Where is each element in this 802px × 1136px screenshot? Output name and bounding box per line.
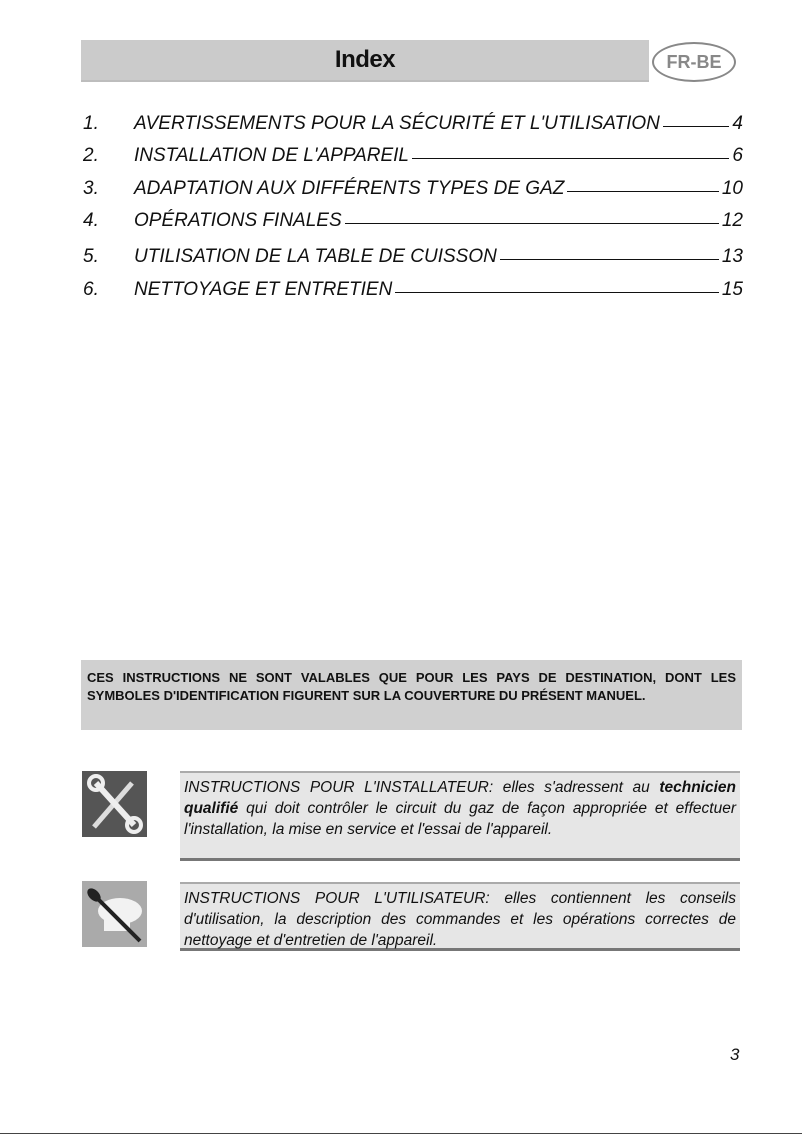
toc-page: 12 — [721, 210, 743, 231]
toc-entry[interactable] — [83, 210, 743, 232]
toc-leader — [567, 191, 718, 192]
toc-leader — [345, 223, 719, 224]
index-header — [81, 40, 649, 82]
toc-number: 6. — [83, 279, 99, 300]
tools-icon — [82, 771, 147, 837]
toc-number: 5. — [83, 246, 99, 267]
toc-title: OPÉRATIONS FINALES — [134, 210, 342, 231]
toc-title: ADAPTATION AUX DIFFÉRENTS TYPES DE GAZ — [134, 178, 565, 199]
toc-number: 3. — [83, 178, 99, 199]
user-instructions: INSTRUCTIONS POUR L'UTILISATEUR: elles contiennent les conseils d'utilisation, la description des commandes et les opérations correctes de nettoyage et d'entretien de l'appareil. — [180, 882, 740, 951]
bottom-divider — [0, 1133, 802, 1134]
toc-page: 10 — [721, 178, 743, 199]
page-title: Index — [334, 46, 396, 73]
country-badge: FR-BE — [652, 42, 736, 82]
spoon-chef-hat-icon — [82, 881, 147, 947]
toc-page: 15 — [721, 279, 743, 300]
toc-page: 4 — [732, 113, 743, 134]
installer-instructions — [180, 771, 740, 861]
toc-leader — [663, 126, 730, 127]
toc-page: 6 — [732, 145, 743, 166]
toc-number: 4. — [83, 210, 99, 231]
toc-entry[interactable] — [83, 145, 743, 167]
page-number: 3 — [730, 1045, 740, 1064]
toc-entry[interactable] — [83, 246, 743, 268]
installer-bold: technicien qualifié — [184, 779, 736, 817]
toc-page: 13 — [721, 246, 743, 267]
installer-rest: qui doit contrôler le circuit du gaz de façon appropriée et effectuer l'installation, la mise en service et l'essai de l'appareil. — [184, 800, 736, 838]
toc-entry[interactable] — [83, 178, 743, 200]
toc-entry[interactable] — [83, 279, 743, 301]
toc-title: UTILISATION DE LA TABLE DE CUISSON — [134, 246, 497, 267]
toc-number: 2. — [83, 145, 99, 166]
notice-box: CES INSTRUCTIONS NE SONT VALABLES QUE POUR LES PAYS DE DESTINATION, DONT LES SYMBOLES D'IDENTIFICATION FIGURENT SUR LA COUVERTURE DU PRÉSENT MANUEL. — [81, 660, 742, 730]
toc-title: NETTOYAGE ET ENTRETIEN — [134, 279, 393, 300]
toc-title: AVERTISSEMENTS POUR LA SÉCURITÉ ET L'UTILISATION — [134, 113, 660, 134]
toc-leader — [500, 259, 719, 260]
toc-leader — [412, 158, 729, 159]
toc-number: 1. — [83, 113, 99, 134]
toc-title: INSTALLATION DE L'APPAREIL — [134, 145, 409, 166]
installer-lead: INSTRUCTIONS POUR L'INSTALLATEUR: elles s'adressent au — [184, 779, 660, 796]
toc-entry[interactable] — [83, 113, 743, 135]
toc-leader — [395, 292, 719, 293]
